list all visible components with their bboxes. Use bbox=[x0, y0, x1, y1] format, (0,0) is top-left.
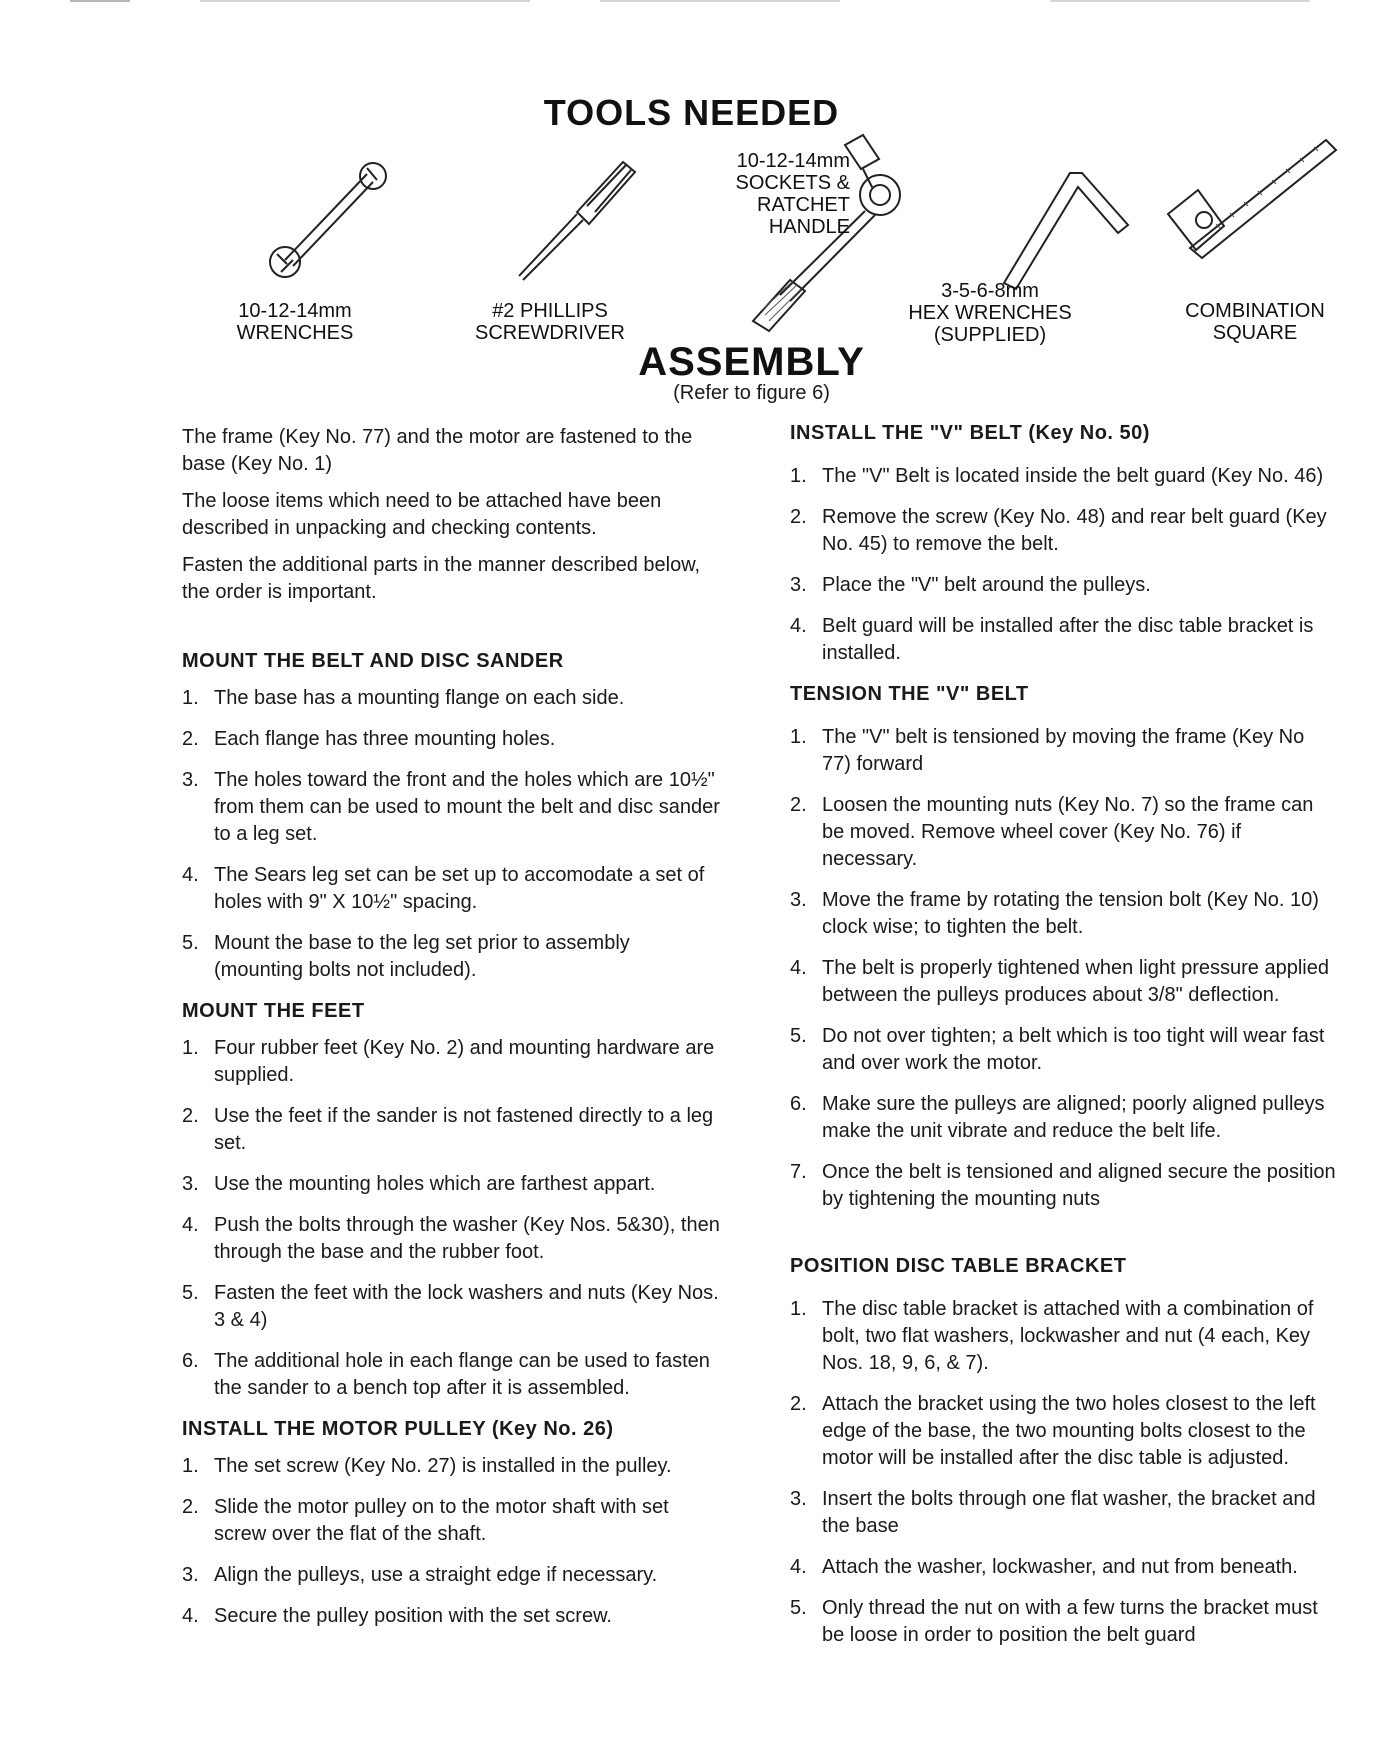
list-item: 5. Only thread the nut on with a few turns the bracket must be loose in order to position the belt guard bbox=[790, 1597, 1318, 1646]
list-item: 1. The "V" Belt is located inside the belt guard (Key No. 46) bbox=[790, 465, 1324, 487]
scan-mark bbox=[200, 0, 530, 2]
list-item: 3. Place the "V" belt around the pulleys. bbox=[790, 574, 1151, 596]
section-heading-mount-feet: MOUNT THE FEET bbox=[182, 1000, 365, 1022]
list-item: 3. Align the pulleys, use a straight edge if necessary. bbox=[182, 1564, 658, 1586]
left-column bbox=[182, 424, 722, 1644]
steps-install-belt bbox=[790, 463, 1336, 667]
list-item: 5. Fasten the feet with the lock washers and nuts (Key Nos. 3 & 4) bbox=[182, 1282, 719, 1331]
section-heading-disc-bracket: POSITION DISC TABLE BRACKET bbox=[790, 1255, 1127, 1277]
steps-disc-bracket bbox=[790, 1296, 1336, 1649]
list-item: 2. Attach the bracket using the two holes closest to the left edge of the base, the two mounting bolts closest to the motor will be installed after the disc table is adjusted. bbox=[790, 1393, 1316, 1469]
hex-wrench-icon bbox=[990, 165, 1140, 295]
intro-paragraph: The frame (Key No. 77) and the motor are fastened to the base (Key No. 1) bbox=[182, 426, 693, 475]
scan-mark bbox=[1050, 0, 1310, 2]
list-item: 2. Use the feet if the sander is not fastened directly to a leg set. bbox=[182, 1105, 714, 1154]
intro-paragraph: Fasten the additional parts in the manner described below, the order is important. bbox=[182, 554, 701, 603]
list-item: 4. The Sears leg set can be set up to accomodate a set of holes with 9" X 10½" spacing. bbox=[182, 864, 705, 913]
section-heading-tension-belt: TENSION THE "V" BELT bbox=[790, 683, 1029, 705]
intro-paragraph: The loose items which need to be attached have been described in unpacking and checking contents. bbox=[182, 490, 662, 539]
list-item: 5. Do not over tighten; a belt which is too tight will wear fast and over work the motor. bbox=[790, 1025, 1325, 1074]
steps-mount-sander bbox=[182, 685, 722, 984]
right-column bbox=[790, 420, 1336, 1663]
section-heading-motor-pulley: INSTALL THE MOTOR PULLEY (Key No. 26) bbox=[182, 1418, 614, 1440]
list-item: 2. Loosen the mounting nuts (Key No. 7) so the frame can be moved. Remove wheel cover (Key No. 76) if necessary. bbox=[790, 794, 1314, 870]
list-item: 6. The additional hole in each flange can be used to fasten the sander to a bench top after it is assembled. bbox=[182, 1350, 710, 1399]
list-item: 1. Four rubber feet (Key No. 2) and mounting hardware are supplied. bbox=[182, 1037, 715, 1086]
list-item: 6. Make sure the pulleys are aligned; poorly aligned pulleys make the unit vibrate and reduce the belt life. bbox=[790, 1093, 1325, 1142]
list-item: 4. Secure the pulley position with the set screw. bbox=[182, 1605, 612, 1627]
list-item: 1. The base has a mounting flange on each side. bbox=[182, 687, 625, 709]
list-item: 4. The belt is properly tightened when light pressure applied between the pulleys produces about 3/8" deflection. bbox=[790, 957, 1329, 1006]
assembly-title: ASSEMBLY bbox=[638, 340, 865, 384]
list-item: 2. Each flange has three mounting holes. bbox=[182, 728, 556, 750]
scan-mark bbox=[70, 0, 130, 2]
wrench-icon bbox=[255, 150, 395, 290]
list-item: 1. The set screw (Key No. 27) is installed in the pulley. bbox=[182, 1455, 672, 1477]
ratchet-label: 10-12-14mm SOCKETS & RATCHET HANDLE bbox=[735, 150, 850, 238]
list-item: 3. Insert the bolts through one flat washer, the bracket and the base bbox=[790, 1488, 1316, 1537]
screwdriver-icon bbox=[505, 150, 645, 290]
section-heading-mount-sander: MOUNT THE BELT AND DISC SANDER bbox=[182, 650, 564, 672]
list-item: 7. Once the belt is tensioned and aligned secure the position by tightening the mounting nuts bbox=[790, 1161, 1336, 1210]
list-item: 4. Attach the washer, lockwasher, and nut from beneath. bbox=[790, 1556, 1298, 1578]
list-item: 3. Use the mounting holes which are farthest appart. bbox=[182, 1173, 656, 1195]
tools-needed-title: TOOLS NEEDED bbox=[543, 92, 840, 133]
list-item: 1. The disc table bracket is attached with a combination of bolt, two flat washers, lockwasher and nut (4 each, Key Nos. 18, 9, 6, & 7). bbox=[790, 1298, 1314, 1374]
screwdriver-label: #2 PHILLIPS SCREWDRIVER bbox=[474, 300, 625, 344]
list-item: 5. Mount the base to the leg set prior to assembly (mounting bolts not included). bbox=[182, 932, 630, 981]
steps-mount-feet bbox=[182, 1035, 722, 1402]
steps-tension-belt bbox=[790, 724, 1336, 1213]
list-item: 2. Remove the screw (Key No. 48) and rear belt guard (Key No. 45) to remove the belt. bbox=[790, 506, 1327, 555]
list-item: 4. Belt guard will be installed after the disc table bracket is installed. bbox=[790, 615, 1314, 664]
hex-wrenches-label: 3-5-6-8mm HEX WRENCHES (SUPPLIED) bbox=[908, 280, 1072, 346]
scan-mark bbox=[600, 0, 840, 2]
list-item: 1. The "V" belt is tensioned by moving the frame (Key No 77) forward bbox=[790, 726, 1305, 775]
list-item: 2. Slide the motor pulley on to the motor shaft with set screw over the flat of the shaft. bbox=[182, 1496, 669, 1545]
refer-figure-note: (Refer to figure 6) bbox=[673, 382, 830, 404]
section-heading-install-belt: INSTALL THE "V" BELT (Key No. 50) bbox=[790, 422, 1150, 444]
combination-square-label: COMBINATION SQUARE bbox=[1185, 300, 1325, 344]
list-item: 3. Move the frame by rotating the tension bolt (Key No. 10) clock wise; to tighten the belt. bbox=[790, 889, 1319, 938]
list-item: 3. The holes toward the front and the holes which are 10½" from them can be used to mount the belt and disc sander to a leg set. bbox=[182, 769, 720, 845]
list-item: 4. Push the bolts through the washer (Key Nos. 5&30), then through the base and the rubber foot. bbox=[182, 1214, 720, 1263]
combination-square-icon bbox=[1150, 130, 1340, 270]
steps-motor-pulley bbox=[182, 1453, 722, 1630]
wrenches-label: 10-12-14mm WRENCHES bbox=[236, 300, 354, 344]
